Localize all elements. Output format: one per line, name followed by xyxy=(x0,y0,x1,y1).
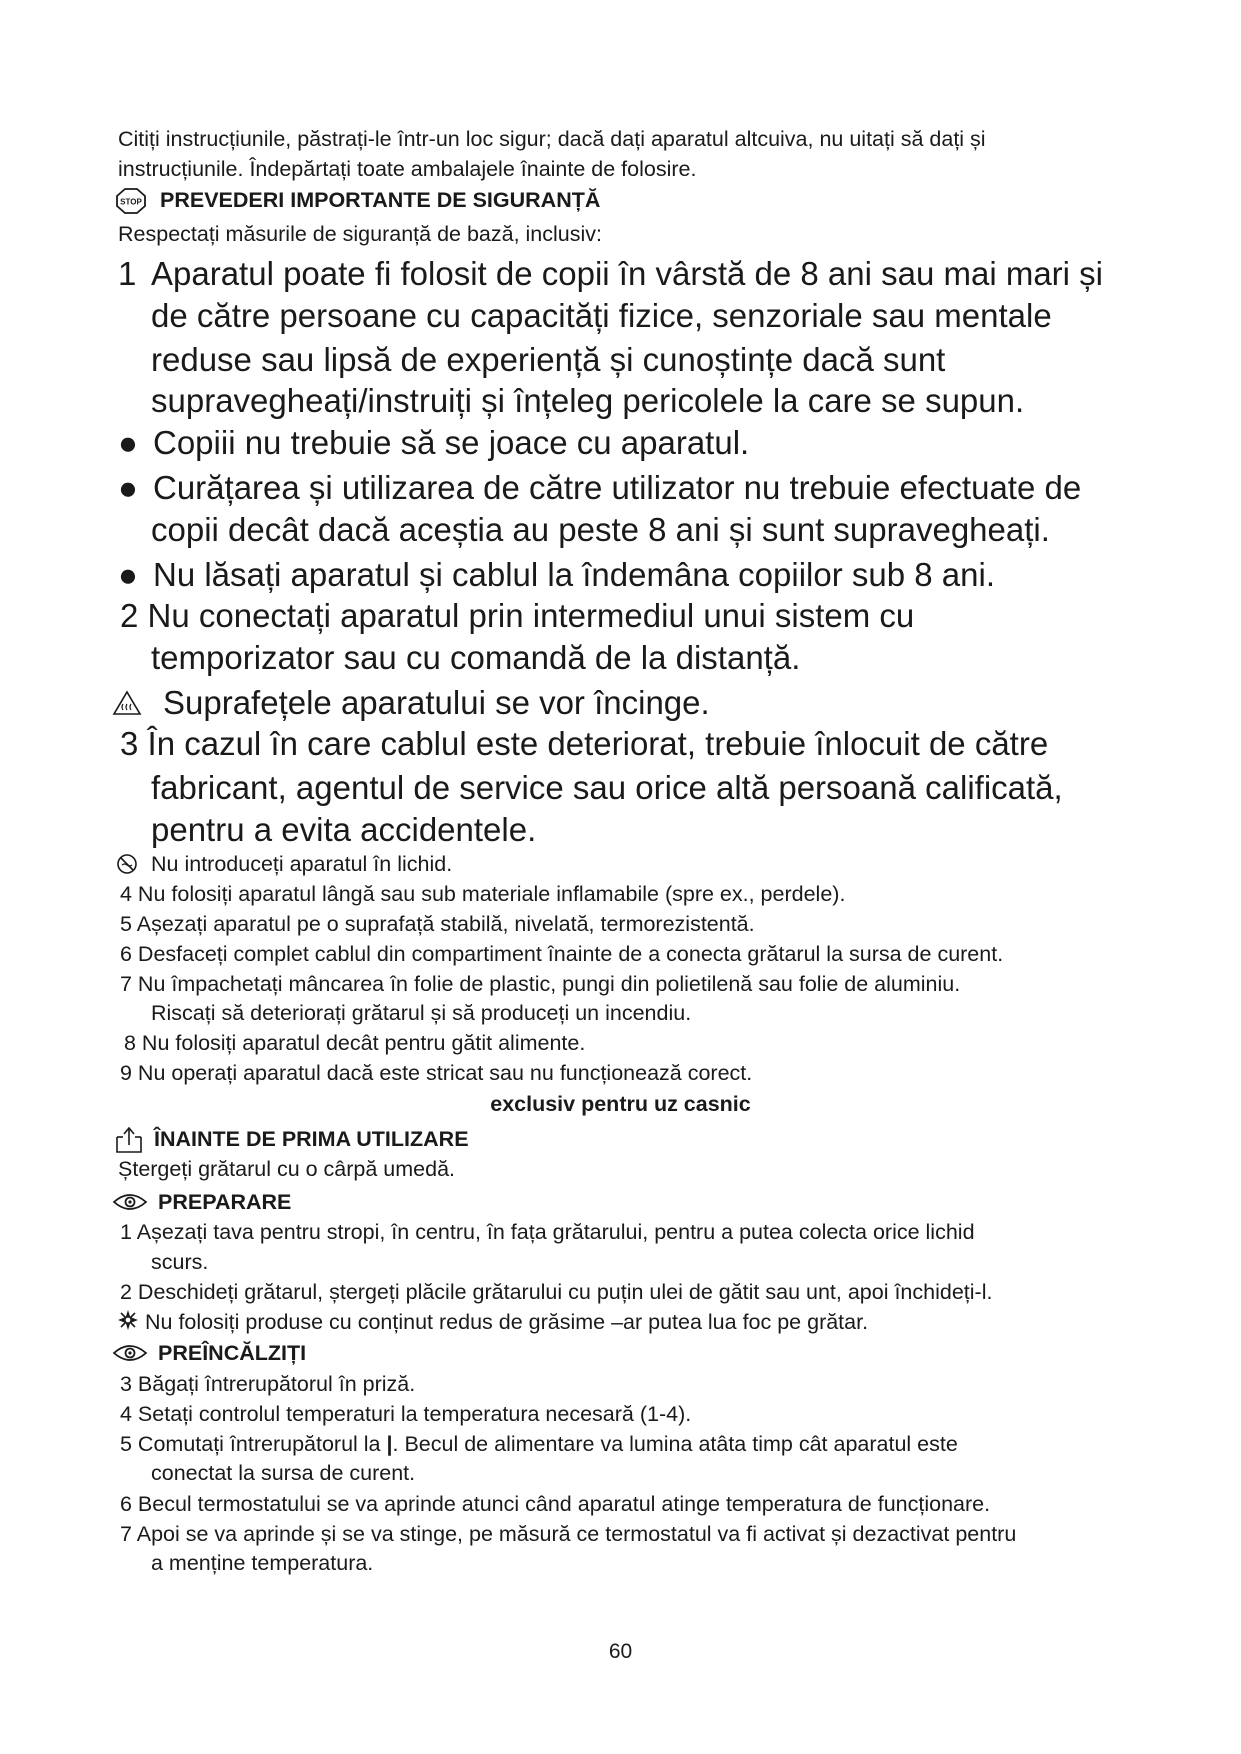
preheat-item-5-line-2: conectat la sursa de curent. xyxy=(151,1461,416,1485)
no-immerse-text: Nu introduceți aparatul în lichid. xyxy=(151,852,453,876)
safety-bullet-reach: Nu lăsați aparatul și cablul la îndemâna copiilor sub 8 ani. xyxy=(153,556,995,593)
preheat-item-6: 6 Becul termostatului se va aprinde atunci când aparatul atinge temperatura de funcționare. xyxy=(120,1492,991,1516)
stop-icon xyxy=(116,188,146,214)
preheat-item-5-text-start: 5 Comutați întrerupătorul la xyxy=(120,1432,387,1456)
safety-bullet-cleaning-line-2: copii decât dacă aceștia au peste 8 ani și sunt supravegheați. xyxy=(151,511,1050,548)
unpack-box-icon xyxy=(114,1125,144,1155)
preheat-item-5-line-1 xyxy=(120,1434,958,1456)
safety-item-4: 4 Nu folosiți aparatul lângă sau sub materiale inflamabile (spre ex., perdele). xyxy=(120,882,846,906)
switch-on-symbol: | xyxy=(386,1432,393,1456)
eye-icon xyxy=(112,1343,148,1363)
preparation-item-1-line-1: 1 Așezați tava pentru stropi, în centru, în fața grătarului, pentru a putea colecta orice lichid xyxy=(120,1220,975,1244)
stop-icon-label: STOP xyxy=(120,197,142,207)
preheat-item-4: 4 Setați controlul temperaturi la temperatura necesară (1-4). xyxy=(120,1402,692,1426)
hot-surface-warning-icon xyxy=(112,690,142,716)
page-number: 60 xyxy=(608,1640,633,1663)
safety-item-1-number: 1 xyxy=(118,255,137,292)
safety-item-9: 9 Nu operați aparatul dacă este stricat sau nu funcționează corect. xyxy=(120,1061,753,1085)
sparkle-tip-icon xyxy=(117,1309,139,1331)
safety-item-1-line-3: reduse sau lipsă de experiență și cunoștințe dacă sunt xyxy=(151,341,946,378)
safety-bullet-children-play: Copiii nu trebuie să se joace cu aparatul. xyxy=(153,424,750,461)
preheat-item-7-line-2: a menține temperatura. xyxy=(151,1551,374,1575)
bullet-icon: ● xyxy=(118,469,138,506)
safety-heading: PREVEDERI IMPORTANTE DE SIGURANȚĂ xyxy=(160,188,601,212)
safety-subheading: Respectați măsurile de siguranță de bază, inclusiv: xyxy=(118,222,603,246)
household-use-note: exclusiv pentru uz casnic xyxy=(490,1092,751,1116)
safety-item-2-line-1: 2 Nu conectați aparatul prin intermediul unui sistem cu xyxy=(120,597,915,634)
safety-bullet-cleaning-line-1: Curățarea și utilizarea de către utilizator nu trebuie efectuate de xyxy=(153,469,1082,506)
safety-item-7-line-1: 7 Nu împachetați mâncarea în folie de plastic, pungi din polietilenă sau folie de aluminiu. xyxy=(120,972,961,996)
preheat-item-7-line-1: 7 Apoi se va aprinde și se va stinge, pe măsură ce termostatul va fi activat și dezactivat pentru xyxy=(120,1522,1017,1546)
safety-item-2-line-2: temporizator sau cu comandă de la distanță. xyxy=(151,639,801,676)
safety-item-1-line-4: supravegheați/instruiți și înțeleg pericolele la care se supun. xyxy=(151,382,1025,419)
bullet-icon: ● xyxy=(118,424,138,461)
safety-item-3-line-3: pentru a evita accidentele. xyxy=(151,811,537,848)
hot-surface-text: Suprafețele aparatului se vor încinge. xyxy=(163,684,710,721)
preparation-item-2: 2 Deschideți grătarul, ștergeți plăcile grătarului cu puțin ulei de gătit sau unt, apoi închideți-l. xyxy=(120,1280,993,1304)
safety-item-3-line-1: 3 În cazul în care cablul este deteriorat, trebuie înlocuit de către xyxy=(120,725,1049,762)
first-use-text: Ștergeți grătarul cu o cârpă umedă. xyxy=(118,1157,456,1181)
preheat-item-5-text-end: . Becul de alimentare va lumina atâta timp cât aparatul este xyxy=(392,1432,958,1456)
preparation-item-1-line-2: scurs. xyxy=(151,1250,209,1274)
preparation-tip: Nu folosiți produse cu conținut redus de grăsime –ar putea lua foc pe grătar. xyxy=(145,1310,869,1334)
safety-item-7-line-2: Riscați să deteriorați grătarul și să produceți un incendiu. xyxy=(151,1001,692,1025)
eye-icon xyxy=(112,1192,148,1212)
preparation-heading: PREPARARE xyxy=(158,1190,292,1214)
safety-item-8: 8 Nu folosiți aparatul decât pentru gătit alimente. xyxy=(124,1031,586,1055)
safety-item-1-line-2: de către persoane cu capacități fizice, senzoriale sau mentale xyxy=(151,297,1052,334)
safety-item-6: 6 Desfaceți complet cablul din compartiment înainte de a conecta grătarul la sursa de curent. xyxy=(120,942,1004,966)
intro-line-1: Citiți instrucțiunile, păstrați-le într-un loc sigur; dacă dați aparatul altcuiva, nu uitați să dați și xyxy=(118,127,986,151)
safety-item-1-line-1: Aparatul poate fi folosit de copii în vârstă de 8 ani sau mai mari și xyxy=(151,255,1103,292)
no-immerse-icon xyxy=(116,853,138,875)
bullet-icon: ● xyxy=(118,556,138,593)
preheat-heading: PREÎNCĂLZIȚI xyxy=(158,1341,307,1365)
safety-item-3-line-2: fabricant, agentul de service sau orice altă persoană calificată, xyxy=(151,769,1063,806)
preheat-item-3: 3 Băgați întrerupătorul în priză. xyxy=(120,1372,416,1396)
safety-item-5: 5 Așezați aparatul pe o suprafață stabilă, nivelată, termorezistentă. xyxy=(120,912,755,936)
intro-line-2: instrucțiunile. Îndepărtați toate ambalajele înainte de folosire. xyxy=(118,157,697,181)
first-use-heading: ÎNAINTE DE PRIMA UTILIZARE xyxy=(154,1127,469,1151)
